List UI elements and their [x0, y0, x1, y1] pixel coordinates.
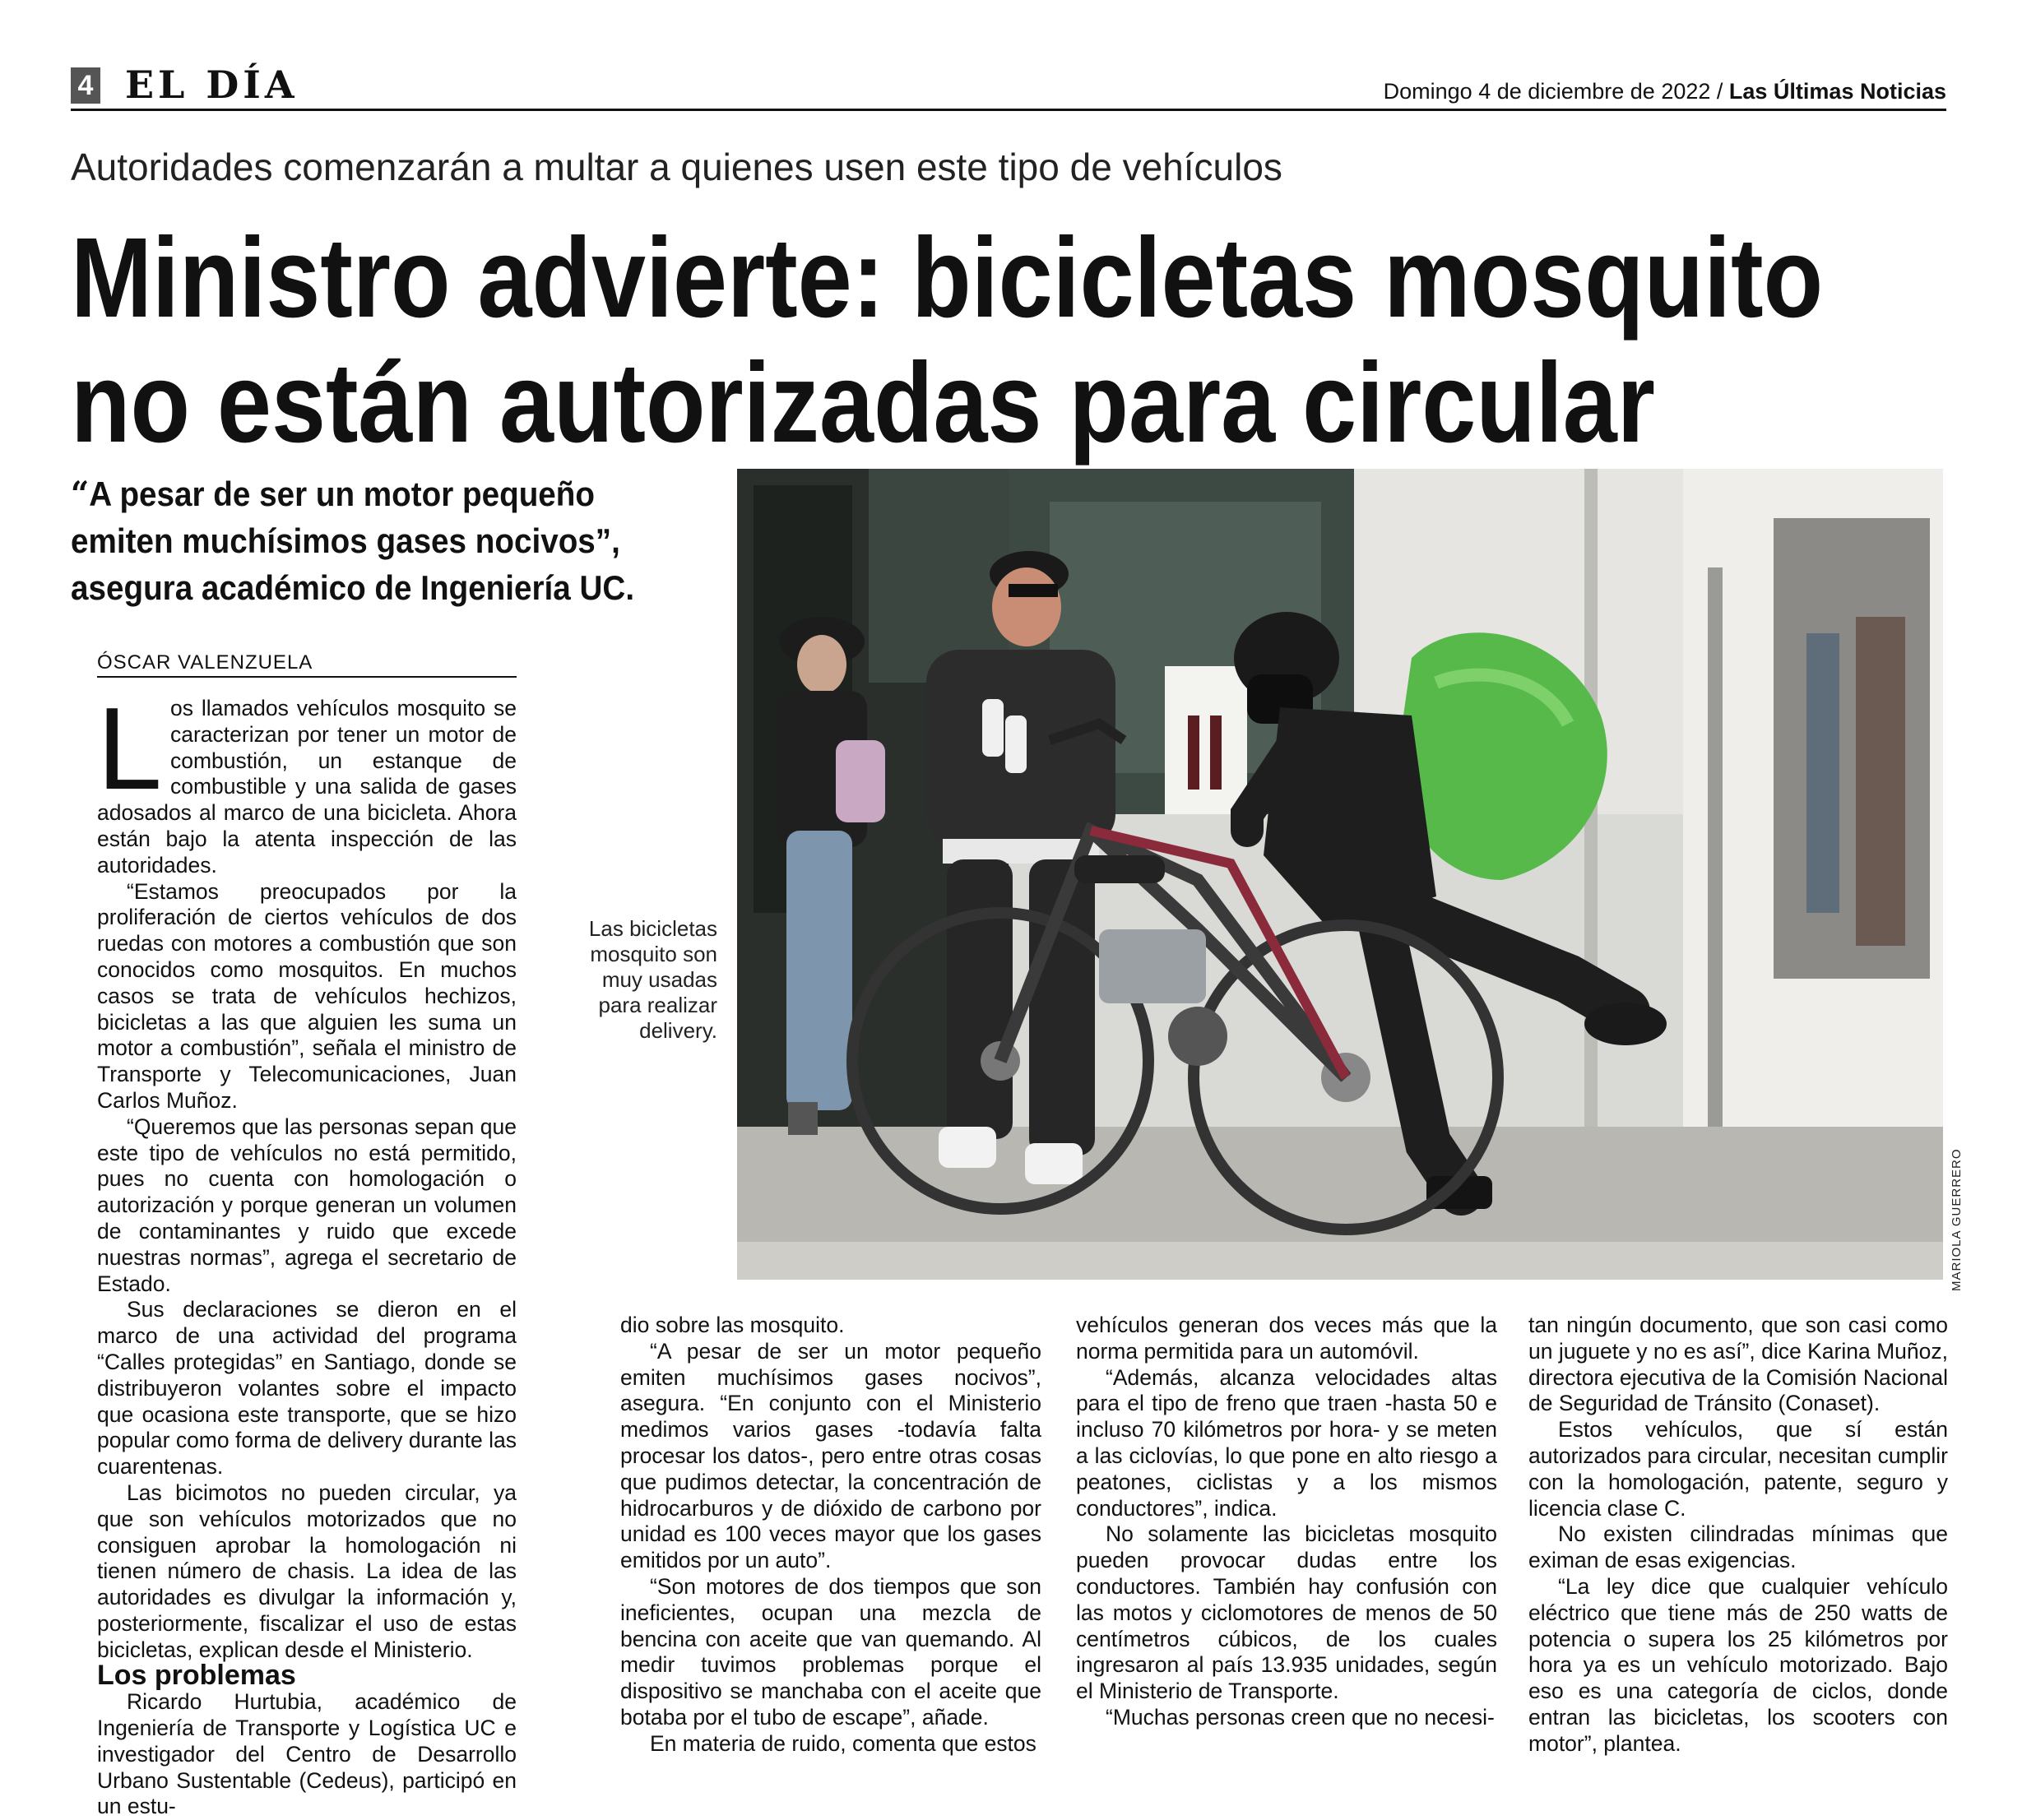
paragraph: “La ley dice que cualquier vehículo eléctrico que tiene más de 250 watts de potencia o supera los 25 kilómetros por hora ya es un vehículo motorizado. Bajo eso es una categoría de ciclos, donde entran las bicicletas, los scooters con motor”, plantea. [1528, 1573, 1948, 1756]
paragraph: “Muchas personas creen que no necesi- [1106, 1704, 1495, 1730]
headline-line-2: no están autorizadas para circular [71, 340, 1655, 466]
photo-scene [737, 469, 1943, 1280]
header-rule [71, 109, 1946, 111]
date-text: Domingo 4 de diciembre de 2022 / [1383, 79, 1729, 104]
pull-quote-line-3: asegura académico de Ingeniería UC. [71, 568, 635, 607]
article-photo [737, 469, 1943, 1280]
pull-quote [71, 470, 752, 611]
paragraph: tan ningún documento, que son casi como un juguete y no es así”, dice Karina Muñoz, directora ejecutiva de la Comisión Nacional de Seguridad de Tránsito (Conaset). [1528, 1313, 1948, 1416]
subheading: Los problemas [97, 1660, 296, 1692]
paragraph: No existen cilindradas mínimas que eximan de esas exigencias. [1528, 1521, 1948, 1573]
paragraph: “A pesar de ser un motor pequeño emiten muchísimos gases nocivos”, asegura. “En conjunto con el Ministerio medimos varios gases -todavía falta procesar los datos-, pero entre otras cosas que pudimos detectar, la concentración de hidrocarburos y de dióxido de carbono por unidad es 100 veces mayor que los gases emitidos por un auto”. [620, 1338, 1041, 1573]
quote-mark: “ [71, 474, 90, 514]
section-name: EL DÍA [125, 63, 299, 107]
headline [71, 215, 1824, 466]
photo-credit: MARIOLA GUERRERO [1950, 1148, 1964, 1291]
byline: ÓSCAR VALENZUELA [97, 651, 313, 674]
body-column-2 [620, 1313, 1041, 1757]
publication-name: Las Últimas Noticias [1728, 79, 1946, 104]
photo-caption: Las bicicletas mosquito son muy usadas para realizar delivery. [588, 916, 717, 1043]
paragraph: En materia de ruido, comenta que estos [650, 1730, 1037, 1756]
paragraph: Los llamados vehículos mosquito se caracterizan por tener un motor de combustión, un estanque de combustible y una salida de gases adosados al marco de una bicicleta. Ahora están bajo la atenta inspección de las autoridades. [97, 683, 517, 878]
paragraph: Las bicimotos no pueden circular, ya que son vehículos motorizados que no consiguen aprobar la homologación ni tienen número de chasis. La idea de las autoridades es divulgar la información y, posteriormente, fiscalizar el uso de estas bicicletas, explican desde el Ministerio. [97, 1480, 517, 1662]
paragraph: “Además, alcanza velocidades altas para el tipo de freno que traen -hasta 50 e incluso 70 kilómetros por hora- y se meten a las ciclovías, lo que pone en alto riesgo a peatones, ciclistas y a los mismos conductores”, indica. [1076, 1364, 1497, 1521]
paragraph: “Queremos que las personas sepan que este tipo de vehículos no está permitido, pues no cuenta con homologación o autorización y porque generan un volumen de contaminantes y ruido que excede nuestras normas”, agrega el secretario de Estado. [97, 1114, 517, 1296]
paragraph: vehículos generan dos veces más que la norma permitida para un automóvil. [1076, 1313, 1497, 1364]
headline-line-1: Ministro advierte: bicicletas mosquito [71, 215, 1824, 341]
paragraph: Sus declaraciones se dieron en el marco de una actividad del programa “Calles protegidas” en Santiago, donde se distribuyeron volantes sobre el impacto que ocasiona este transporte, que se hizo popular como forma de delivery durante las cuarentenas. [97, 1297, 517, 1480]
body-column-3 [1076, 1313, 1497, 1731]
pull-quote-line-2: emiten muchísimos gases nocivos”, [71, 521, 620, 560]
paragraph: Estos vehículos, que sí están autorizados para circular, necesitan cumplir con la homologación, patente, seguro y licencia clase C. [1528, 1417, 1948, 1521]
drop-cap: L [97, 683, 162, 814]
body-column-1 [97, 683, 517, 1820]
page-number: 4 [71, 67, 100, 104]
kicker: Autoridades comenzarán a multar a quienes usen este tipo de vehículos [71, 146, 1282, 188]
paragraph: dio sobre las mosquito. [620, 1313, 845, 1337]
paragraph: No solamente las bicicletas mosquito pueden provocar dudas entre los conductores. También hay confusión con las motos y ciclomotores de menos de 50 centímetros cúbicos, de los cuales ingresaron al país 13.935 unidades, según el Ministerio de Transporte. [1076, 1521, 1497, 1704]
pull-quote-line-1: A pesar de ser un motor pequeño [89, 475, 596, 513]
dateline [1384, 79, 1946, 104]
body-column-4 [1528, 1313, 1948, 1757]
paragraph: “Estamos preocupados por la proliferación de ciertos vehículos de dos ruedas con motores a combustión que son conocidos como mosquitos. En muchos casos se trata de vehículos hechizos, bicicletas a las que alguien les suma un motor a combustión”, señala el ministro de Transporte y Telecomunicaciones, Juan Carlos Muñoz. [97, 878, 517, 1113]
paragraph: “Son motores de dos tiempos que son ineficientes, ocupan una mezcla de bencina con aceite que van quemando. Al medir tuvimos problemas porque el dispositivo se manchaba con el aceite que botaba por el tubo de escape”, añade. [620, 1573, 1041, 1730]
paragraph: Ricardo Hurtubia, académico de Ingeniería de Transporte y Logística UC e investigador del Centro de Desarrollo Urbano Sustentable (Cedeus), participó en un estu- [97, 1689, 517, 1819]
byline-rule [97, 676, 517, 678]
